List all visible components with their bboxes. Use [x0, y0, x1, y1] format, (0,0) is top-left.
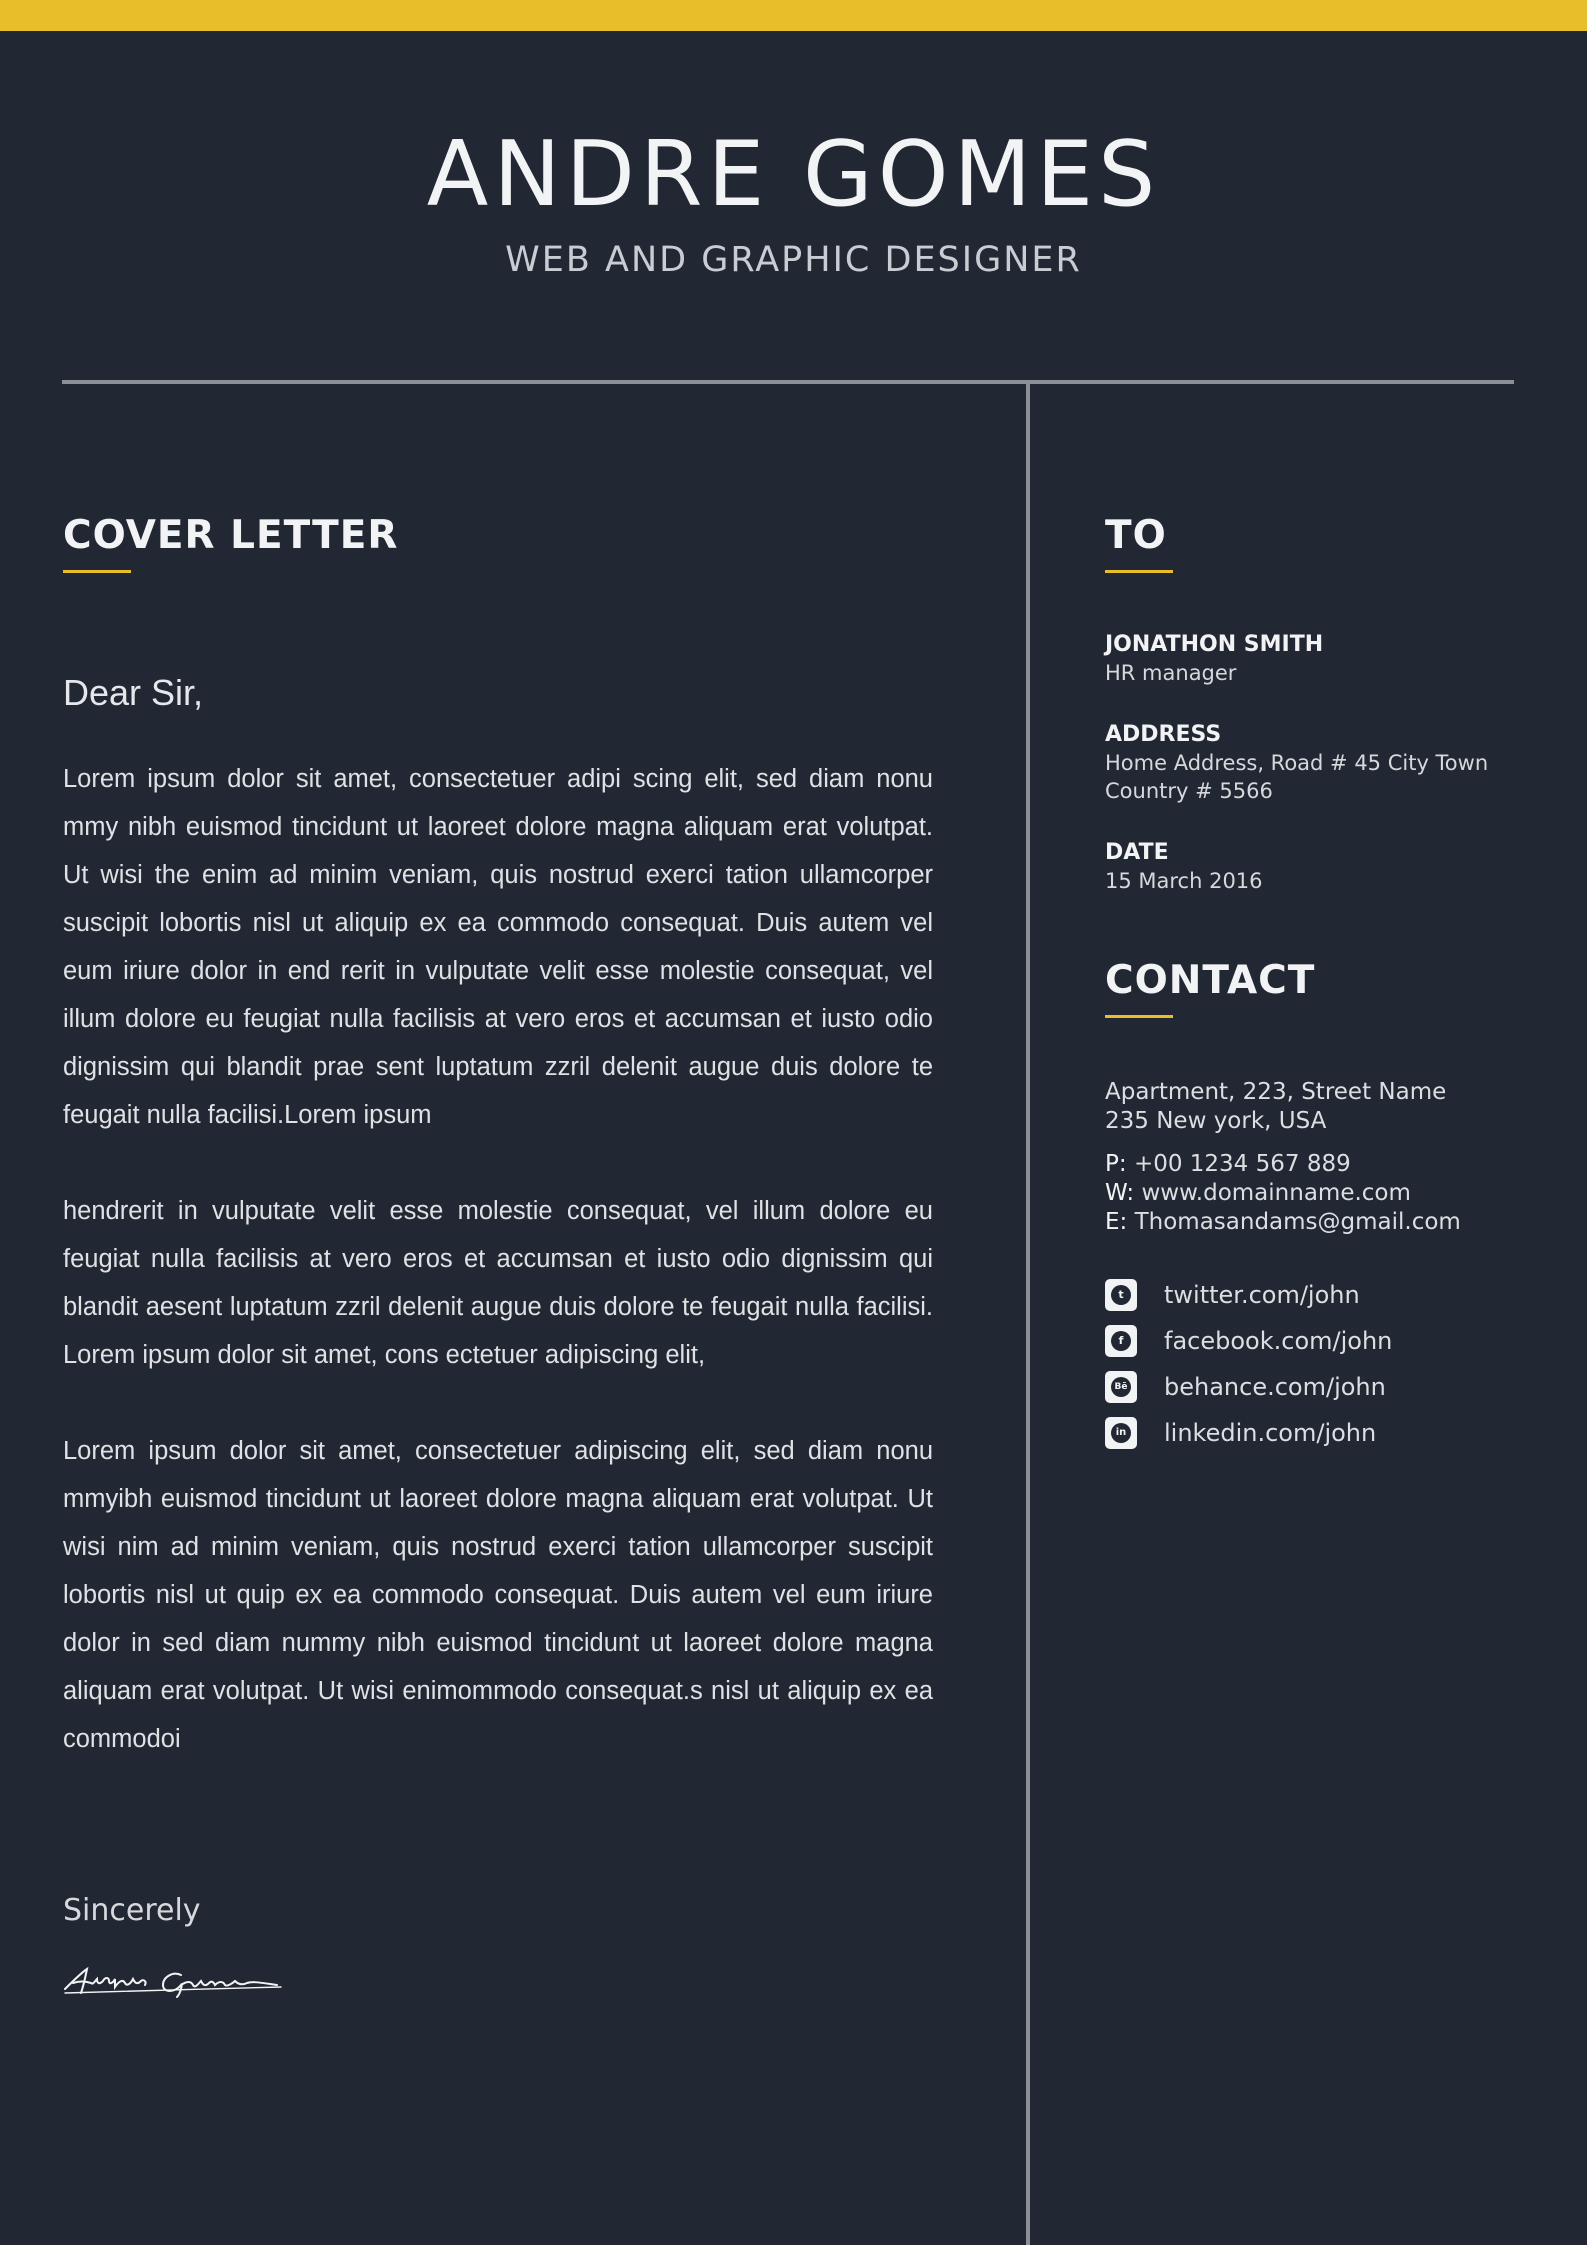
recipient-role: HR manager [1105, 661, 1237, 685]
closing: Sincerely [63, 1893, 201, 1928]
facebook-icon [1105, 1325, 1137, 1357]
twitter-icon [1105, 1279, 1137, 1311]
email-line [1105, 1208, 1525, 1237]
heading-underline [1105, 1015, 1173, 1018]
facebook-link: facebook.com/john [1164, 1327, 1393, 1355]
recipient-block [1105, 631, 1525, 895]
behance-glyph: Bē [1111, 1377, 1131, 1397]
recipient-address-group [1105, 721, 1525, 805]
heading-underline [1105, 570, 1173, 573]
social-item-behance [1105, 1371, 1525, 1403]
contact-address [1105, 1078, 1525, 1136]
top-accent-bar [0, 0, 1587, 31]
social-links [1105, 1279, 1525, 1449]
horizontal-divider [62, 380, 1514, 384]
signature [63, 1959, 283, 2005]
address-label: ADDRESS [1105, 722, 1222, 747]
social-item-linkedin [1105, 1417, 1525, 1449]
web-line [1105, 1179, 1525, 1208]
web-label: W: [1105, 1180, 1135, 1206]
letter-paragraph-1: Lorem ipsum dolor sit amet, consectetuer adipi scing elit, sed diam nonu mmy nibh euismod tincidunt ut laoreet dolore magna aliquam erat volutpat. Ut wisi the enim ad minim veniam, quis nostrud exerci tation ullamcorper suscipit lobortis nisl ut aliquip ex ea commodo consequat. Duis autem vel eum iriure dolor in end rerit in vulputate velit esse molestie consequat, vel illum dolore eu feugiat nulla facilisis at vero eros et accumsan et iusto odio dignissim qui blandit prae sent luptatum zzril delenit augue duis dolore te feugait nulla facilisi.Lorem ipsum [63, 765, 933, 1129]
linkedin-glyph: in [1111, 1423, 1131, 1443]
letter-paragraph-3: Lorem ipsum dolor sit amet, consectetuer adipiscing elit, sed diam nonu mmyibh euismod tincidunt ut laoreet dolore magna aliquam erat volutpat. Ut wisi nim ad minim veniam, quis nostrud exerci tation ullamcorper suscipit lobortis nisl ut quip ex ea commodo consequat. Duis autem vel eum iriure dolor in sed diam nummy nibh euismod tincidunt ut laoreet dolore magna aliquam erat volutpat. Ut wisi enimommodo consequat.s nisl ut aliquip ex ea commodoi [63, 1437, 933, 1753]
recipient-name: JONATHON SMITH [1105, 632, 1324, 657]
recipient-name-group [1105, 631, 1525, 687]
phone-label: P: [1105, 1151, 1127, 1177]
behance-link: behance.com/john [1164, 1373, 1386, 1401]
linkedin-icon [1105, 1417, 1137, 1449]
email-address: Thomasandams@gmail.com [1134, 1209, 1461, 1235]
contact-section [1105, 955, 1525, 1449]
vertical-divider [1026, 380, 1030, 2245]
letter-date: 15 March 2016 [1105, 869, 1263, 893]
address-line-2: Country # 5566 [1105, 779, 1273, 803]
phone-line [1105, 1150, 1525, 1179]
header [0, 120, 1587, 282]
contact-details [1105, 1150, 1525, 1237]
heading-underline [63, 570, 131, 573]
contact-heading: CONTACT [1105, 958, 1316, 1003]
letter-column [63, 510, 933, 2009]
social-item-twitter [1105, 1279, 1525, 1311]
applicant-name: ANDRE GOMES [426, 122, 1161, 227]
website: www.domainname.com [1141, 1180, 1411, 1206]
twitter-link: twitter.com/john [1164, 1281, 1360, 1309]
phone-number: +00 1234 567 889 [1133, 1151, 1351, 1177]
contact-address-line-2: 235 New york, USA [1105, 1108, 1327, 1134]
to-heading: TO [1105, 513, 1167, 558]
linkedin-link: linkedin.com/john [1164, 1419, 1377, 1447]
job-title: WEB AND GRAPHIC DESIGNER [505, 240, 1082, 280]
facebook-glyph: f [1111, 1331, 1131, 1351]
behance-icon [1105, 1371, 1137, 1403]
details-column [1105, 510, 1525, 1463]
greeting: Dear Sir, [63, 672, 204, 713]
email-label: E: [1105, 1209, 1128, 1235]
address-line-1: Home Address, Road # 45 City Town [1105, 751, 1489, 775]
date-group [1105, 839, 1525, 895]
twitter-glyph: t [1111, 1285, 1131, 1305]
social-item-facebook [1105, 1325, 1525, 1357]
letter-paragraph-2: hendrerit in vulputate velit esse molestie consequat, vel illum dolore eu feugiat nulla facilisis at vero eros et accumsan et iusto odio dignissim qui blandit aesent luptatum zzril delenit augue duis dolore te feugait nulla facilisi. Lorem ipsum dolor sit amet, cons ectetuer adipiscing elit, [63, 1197, 933, 1369]
date-label: DATE [1105, 840, 1169, 865]
contact-address-line-1: Apartment, 223, Street Name [1105, 1079, 1447, 1105]
cover-letter-heading: COVER LETTER [63, 513, 399, 558]
